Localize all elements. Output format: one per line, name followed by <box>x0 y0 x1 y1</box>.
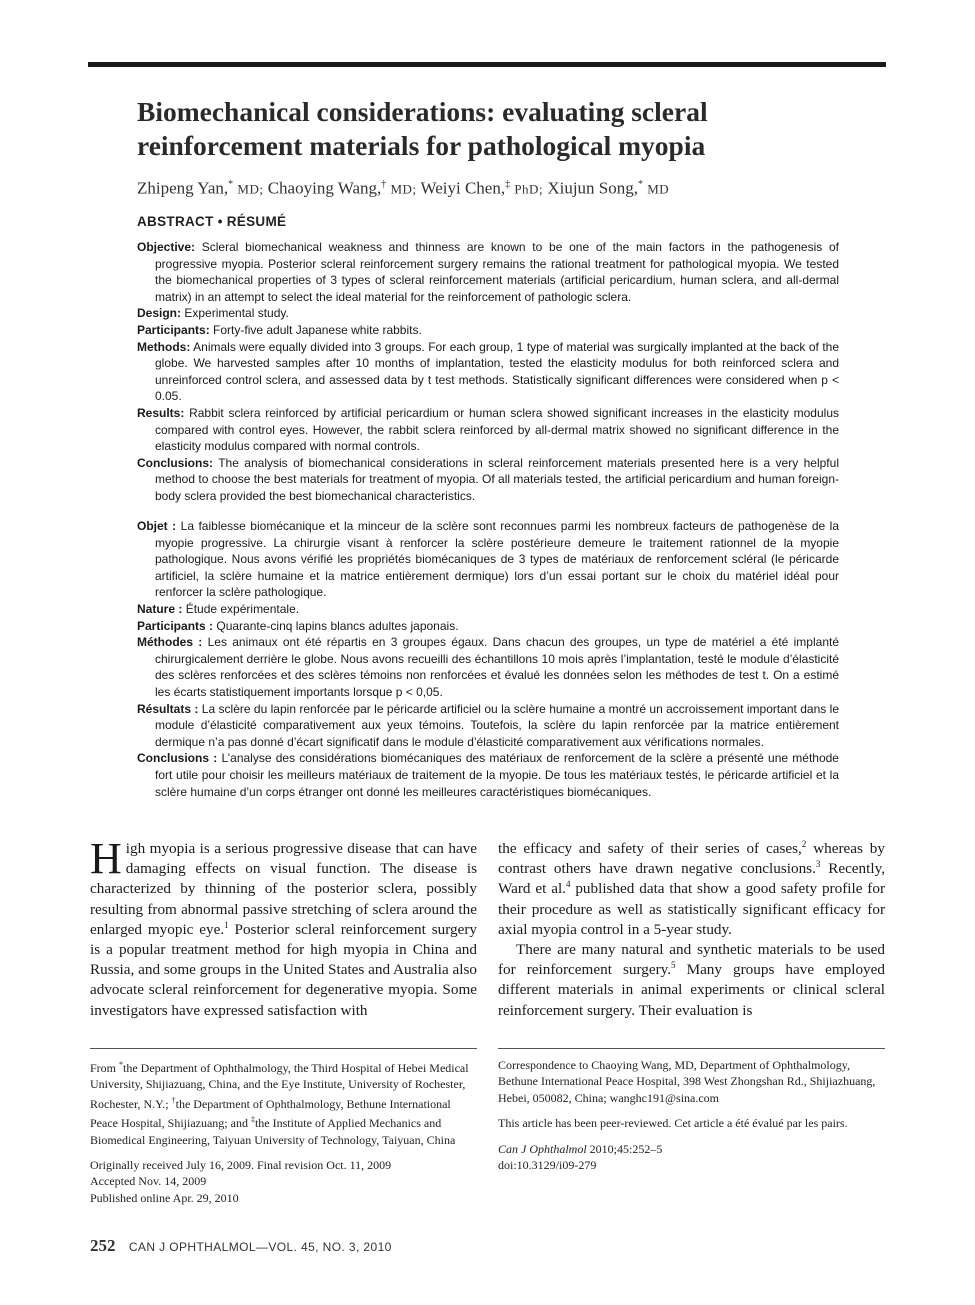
footnotes-right <box>498 1057 888 1173</box>
abstract-label: Design: <box>137 306 182 321</box>
author-degree: MD <box>647 181 670 197</box>
reference-mark[interactable]: 1 <box>224 919 229 930</box>
published-date: Published online Apr. 29, 2010 <box>90 1190 239 1205</box>
affiliation-text: the Institute of Applied Mechanics and Biomedical Engineering, Taiyuan University of Technology, Taiyuan, China <box>90 1116 456 1147</box>
author-mark: ‡ <box>505 179 511 190</box>
citation-volume: 2010;45:252–5 <box>586 1141 663 1156</box>
affiliation-mark: † <box>171 1095 176 1105</box>
abstract-text: Étude expérimentale. <box>185 601 300 616</box>
reference-mark[interactable]: 3 <box>815 859 821 870</box>
body-text: There are many natural and synthetic materials to be used for reinforcement surgery. <box>498 941 885 979</box>
author-mark: * <box>638 179 643 190</box>
abstract-text: Rabbit sclera reinforced by artificial pericardium or human sclera showed significant increases in the elasticity modulus compared with control eyes. However, the rabbit sclera reinforced by all-dermal matrix showed no significant difference in the elasticity modulus compared with normal controls. <box>155 405 839 454</box>
author-degree: MD; <box>237 181 264 197</box>
author-degree: MD; <box>390 181 417 197</box>
abstract-section <box>137 750 839 800</box>
abstract-text: Les animaux ont été répartis en 3 groupes égaux. Dans chacun des groupes, un type de matériel a été implanté chirurgicalement derrière le globe. Nous avons recueilli des échantillons 10 mois après l’implantation, testé le module d’élasticité des sclères renforcées et des sclères témoins non renforcées et évalué les données selon les méthodes de test t. On a estimé les écarts statistiquement importants lorsque p < 0,05. <box>155 635 840 699</box>
abstract-french <box>137 518 839 800</box>
body-text: the efficacy and safety of their series of cases, <box>498 840 802 857</box>
correspondence: Correspondence to Chaoying Wang, MD, Department of Ophthalmology, Bethune International Peace Hospital, 398 West Zhongshan Rd., Shijiazhuang, Hebei, 050082, China; wanghc191@sina.com <box>498 1058 876 1105</box>
reference-mark[interactable]: 2 <box>801 838 807 849</box>
affiliation-mark: * <box>119 1060 124 1069</box>
article-title: Biomechanical considerations: evaluating scleral reinforcement materials for pathological myopia <box>137 96 708 161</box>
author-mark: † <box>381 179 387 190</box>
abstract-text: L’analyse des considérations biomécaniques des matériaux de renforcement de la sclère a présenté une méthode fort utile pour choisir les meilleurs matériaux de traitement de la myopie. De tous les matériaux testés, le péricarde artificiel et la sclère humaine d’un corps étranger ont donné les meilleures caractéristiques biomécaniques. <box>155 751 839 799</box>
top-rule <box>88 62 886 67</box>
body-paragraph <box>498 839 885 940</box>
abstract-section <box>137 405 839 455</box>
body-column-left <box>90 834 477 1021</box>
body-text: Many groups have employed different materials in animal experiments or clinical scleral reinforcement surgery. Their evaluation is <box>498 961 885 1019</box>
abstract-label: Résultats : <box>137 701 199 716</box>
affiliation-prefix: From <box>90 1061 120 1075</box>
abstract-section <box>137 239 839 305</box>
abstract-label: Objet : <box>137 519 177 533</box>
author-list <box>137 174 877 201</box>
peer-review-note: This article has been peer-reviewed. Cet article a été évalué par les pairs. <box>498 1116 848 1131</box>
body-text: Recently, Ward et al. <box>498 860 885 898</box>
abstract-label: Conclusions: <box>137 455 214 470</box>
abstract-section <box>137 618 839 635</box>
abstract-text: The analysis of biomechanical considerations in scleral reinforcement materials presented here is a very helpful method to choose the best materials for treatment of myopia. Of all materials tested, the artificial pericardium and human foreign-body sclera provided the best biomechanical characteristics. <box>155 455 839 503</box>
citation <box>498 1141 888 1157</box>
abstract-text: La sclère du lapin renforcée par le péricarde artificiel ou la sclère humaine a montré un accroissement important dans le module d’élasticité comparativement aux yeux témoins. Toutefois, la sclère du lapin renforcée par la matrice entièrement dermique n’a pas donné d’écart significatif dans le module d’élasticité comparativement aux vérifications normales. <box>155 701 840 749</box>
footnote-rule-right <box>498 1048 885 1049</box>
reference-mark[interactable]: 4 <box>565 879 571 890</box>
footnotes-left <box>90 1057 480 1206</box>
abstract-label: Méthodes : <box>137 635 203 650</box>
abstract-text: Forty-five adult Japanese white rabbits. <box>213 322 422 337</box>
author-name: Weiyi Chen, <box>420 178 506 198</box>
abstract-text: Animals were equally divided into 3 groups. For each group, 1 type of material was surgically implanted at the back of the globe. We harvested samples after 10 months of implantation, tested the elasticity modulus for both reinforced sclera and unreinforced control sclera, and assessed data by t test methods. Statistically significant differences were considered when p < 0.05. <box>155 339 839 404</box>
abstract-section <box>137 634 839 700</box>
accepted-date: Accepted Nov. 14, 2009 <box>90 1174 207 1189</box>
body-text: igh myopia is a serious progressive disease that can have damaging effects on visual function. The disease is characterized by thinning of the posterior sclera, possibly resulting from abnormal passive stretching of sclera around the enlarged myopic eye. <box>90 840 477 938</box>
journal-footer: CAN J OPHTHALMOL—VOL. 45, NO. 3, 2010 <box>128 1240 392 1254</box>
abstract-section <box>137 322 839 339</box>
abstract-text: Quarante-cinq lapins blancs adultes japonais. <box>216 618 459 633</box>
affiliation-text: the Department of Ophthalmology, Bethune International Peace Hospital, Shijiazuang; and <box>90 1096 451 1131</box>
citation-journal: Can J Ophthalmol <box>498 1141 587 1156</box>
abstract-english <box>137 239 839 505</box>
page-footer <box>90 1236 392 1256</box>
author-degree: PhD; <box>514 181 544 197</box>
abstract-label: Participants: <box>137 322 210 337</box>
abstract-text: Experimental study. <box>184 306 289 321</box>
body-paragraph <box>498 940 885 1021</box>
abstract-text: La faiblesse biomécanique et la minceur de la sclère sont reconnues parmi les nombreux facteurs de pathogenèse de la myopie progressive. La chirurgie visant à renforcer la sclère postérieure demeure le traitement rationnel de la myopie pathologique. Nous avons vérifié les propriétés biomécaniques de 3 types de matériaux de renforcement scléral (le péricarde artificiel, la sclère humaine et la matrice entièrement dermique) lors d’un essai portant sur le choix du matériel idéal pour renforcer la sclère pathologique. <box>155 519 839 600</box>
abstract-text: Scleral biomechanical weakness and thinness are known to be one of the main factors in the pathogenesis of progressive myopia. Posterior scleral reinforcement surgery remains the rational treatment for pathological myopia. We tested the biomechanical properties of 3 types of scleral reinforcement materials (artificial pericardium, human sclera, and all-dermal matrix) in an attempt to select the ideal material for the reinforcement of pathologic sclera. <box>155 240 840 304</box>
abstract-label: Objective: <box>137 240 196 254</box>
body-text: whereas by contrast others have drawn negative conclusions. <box>498 840 885 878</box>
affiliation-text: the Department of Ophthalmology, the Third Hospital of Hebei Medical University, Shijiazuang, China, and the Eye Institute, University of Rochester, Rochester, N.Y.; <box>90 1061 469 1111</box>
affiliation-mark: ‡ <box>250 1115 255 1125</box>
abstract-section <box>137 305 839 322</box>
abstract-heading: ABSTRACT • RÉSUMÉ <box>137 214 287 229</box>
page-number: 252 <box>90 1236 116 1255</box>
author-mark: * <box>228 179 234 190</box>
body-text: Posterior scleral reinforcement surgery is a popular treatment method for high myopia in China and Russia, and some groups in the United States and Australia also advocate scleral reinforcement for degenerative myopia. Some investigators have expressed satisfaction with <box>90 920 477 1019</box>
abstract-label: Results: <box>137 405 185 420</box>
footnote-rule-left <box>90 1048 477 1049</box>
author-name: Chaoying Wang, <box>267 178 382 198</box>
reference-mark[interactable]: 5 <box>671 960 676 971</box>
abstract-label: Methods: <box>137 339 191 354</box>
author-name: Zhipeng Yan, <box>137 178 229 198</box>
abstract-label: Participants : <box>137 618 214 633</box>
abstract-section <box>137 701 839 751</box>
affiliations <box>90 1057 480 1148</box>
author-name: Xiujun Song, <box>547 178 638 198</box>
abstract-label: Nature : <box>137 601 183 616</box>
received-date: Originally received July 16, 2009. Final revision Oct. 11, 2009 <box>90 1158 392 1173</box>
doi[interactable]: doi:10.3129/i09-279 <box>498 1158 597 1173</box>
abstract-section <box>137 339 839 405</box>
body-paragraph <box>90 834 477 1021</box>
drop-cap: H <box>90 834 122 883</box>
body-column-right <box>498 839 885 1021</box>
abstract-section <box>137 601 839 618</box>
abstract-label: Conclusions : <box>137 751 218 766</box>
abstract-section <box>137 455 839 505</box>
abstract-section <box>137 518 839 601</box>
body-text: published data that show a good safety profile for their procedure as well as statistically significant efficacy for axial myopia control in a 5-year study. <box>498 880 886 938</box>
